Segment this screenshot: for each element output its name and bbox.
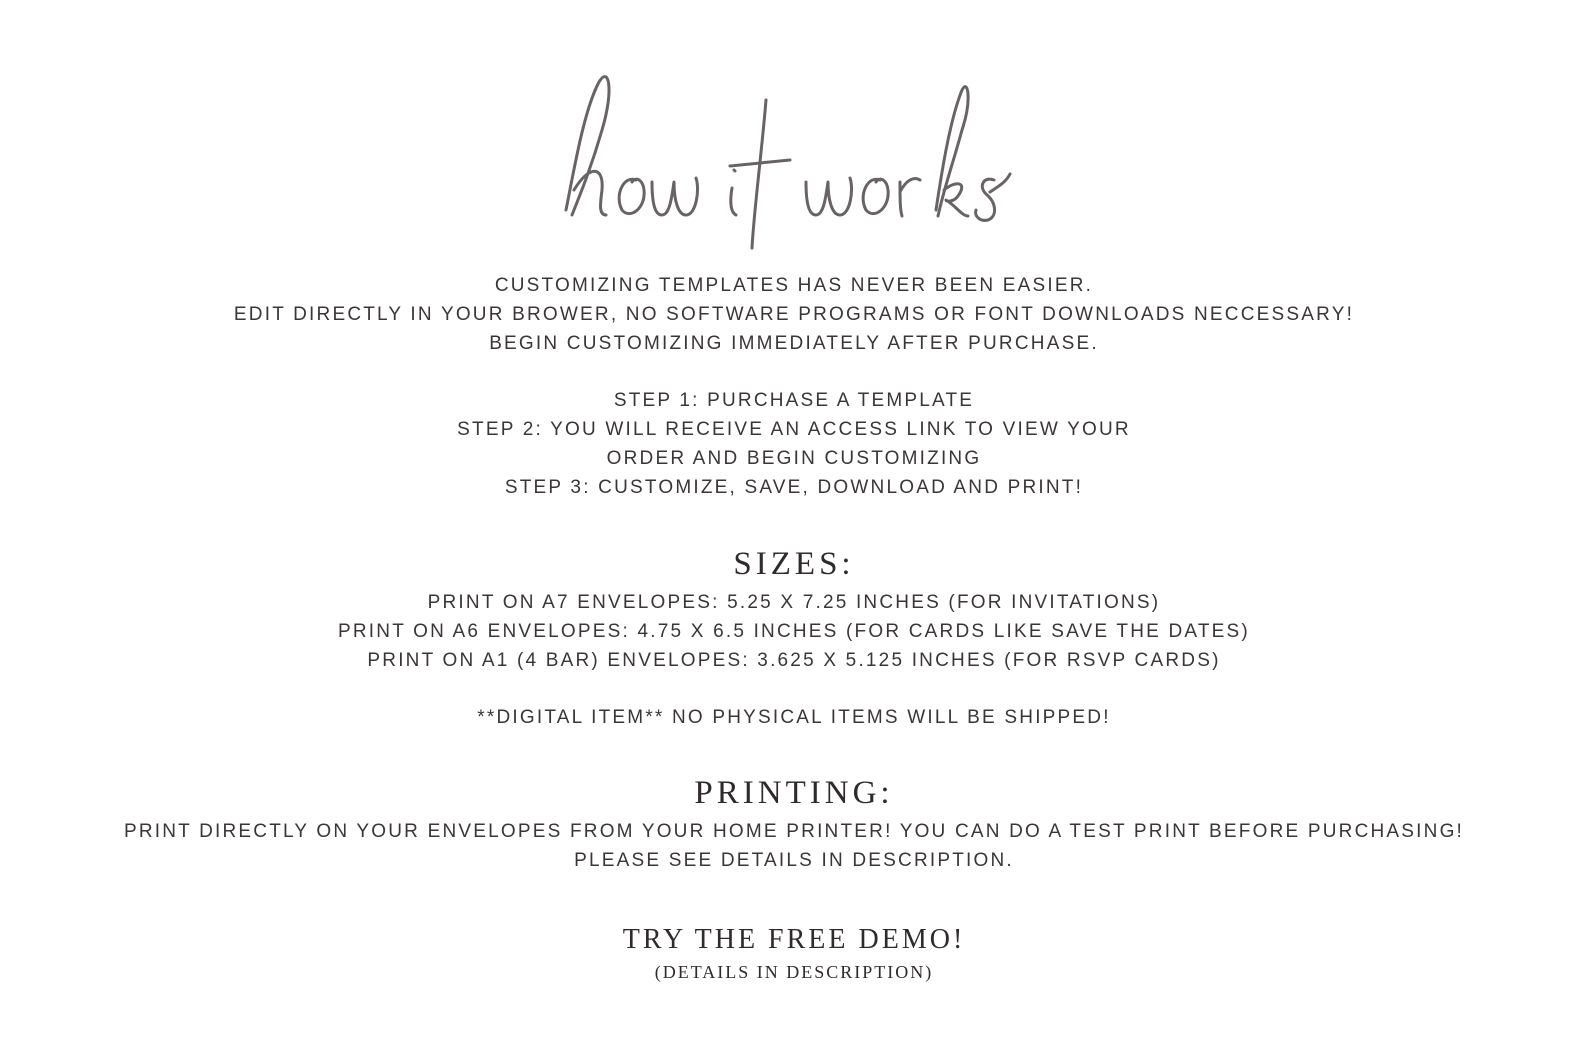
sizes-heading-text: SIZES:	[733, 546, 855, 582]
step-2-text-continued: ORDER AND BEGIN CUSTOMIZING	[606, 448, 982, 469]
demo-heading	[0, 925, 1588, 955]
sizes-heading	[0, 546, 1588, 582]
sizes-section	[0, 588, 1588, 675]
size-a1-line: PRINT ON A1 (4 BAR) ENVELOPES: 3.625 X 5.125 INCHES (FOR RSVP CARDS)	[367, 650, 1221, 671]
demo-subtext-line: (DETAILS IN DESCRIPTION)	[654, 962, 934, 982]
size-a6-line: PRINT ON A6 ENVELOPES: 4.75 X 6.5 INCHES (FOR CARDS LIKE SAVE THE DATES)	[338, 621, 1250, 642]
digital-item-note	[0, 703, 1588, 732]
script-title-lettering	[544, 70, 1014, 265]
printing-line-1: PRINT DIRECTLY ON YOUR ENVELOPES FROM YOUR HOME PRINTER! YOU CAN DO A TEST PRINT BEFORE PURCHASING!	[123, 821, 1465, 842]
printing-heading-text: PRINTING:	[694, 775, 894, 811]
step-3-text: STEP 3: CUSTOMIZE, SAVE, DOWNLOAD AND PRINT!	[504, 477, 1084, 498]
intro-line-2: EDIT DIRECTLY IN YOUR BROWER, NO SOFTWARE PROGRAMS OR FONT DOWNLOADS NECCESSARY!	[233, 304, 1355, 325]
printing-line-2: PLEASE SEE DETAILS IN DESCRIPTION.	[574, 850, 1014, 871]
printing-section	[0, 817, 1588, 875]
intro-section	[0, 271, 1588, 358]
step-2-text: STEP 2: YOU WILL RECEIVE AN ACCESS LINK TO VIEW YOUR	[457, 419, 1131, 440]
script-title-how-it-works	[544, 70, 1014, 265]
intro-line-1: CUSTOMIZING TEMPLATES HAS NEVER BEEN EASIER.	[494, 275, 1094, 296]
demo-heading-text: TRY THE FREE DEMO!	[622, 924, 966, 955]
demo-subtext	[0, 960, 1588, 984]
steps-section	[0, 386, 1588, 502]
step-1-text: STEP 1: PURCHASE A TEMPLATE	[613, 390, 975, 411]
digital-item-note-text: **DIGITAL ITEM** NO PHYSICAL ITEMS WILL BE SHIPPED!	[477, 707, 1111, 728]
size-a7-line: PRINT ON A7 ENVELOPES: 5.25 X 7.25 INCHES (FOR INVITATIONS)	[427, 592, 1161, 613]
intro-line-3: BEGIN CUSTOMIZING IMMEDIATELY AFTER PURCHASE.	[489, 333, 1099, 354]
printing-heading	[0, 775, 1588, 811]
